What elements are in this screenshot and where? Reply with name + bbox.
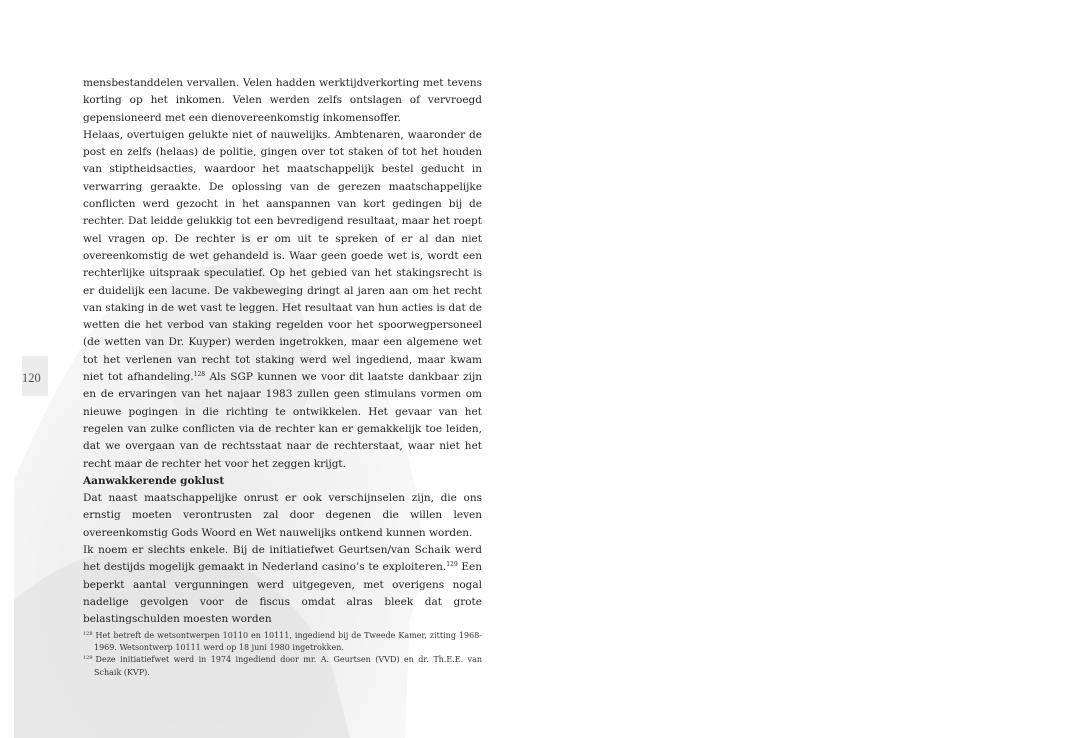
footnote-text: Het betreft de wetsontwerpen 10110 en 10111, ingediend bij de Tweede Kamer, zitting 1968-1969. Wetsontwerp 10111 werd op 18 juni 1980 ingetrokken. [94,631,482,653]
paragraph [83,127,482,473]
paragraph-text: Ik noem er slechts enkele. Bij de initiatiefwet Geurtsen/van Schaik werd het destijds mogelijk gemaakt in Nederland casino’s te exploiteren. [83,544,482,574]
footnote-number: 128 [83,631,93,637]
paragraph: mensbestanddelen vervallen. Velen hadden werktijdverkorting met tevens korting op het inkomen. Velen werden zelfs ontslagen of vervroegd gepensioneerd met een dienovereenkomstig inkomensoffer. [83,77,482,124]
paragraph-text: Een beperkt aantal vergunningen werd uitgegeven, met overigens nogal nadelige gevolgen voor de fiscus omdat alras bleek dat grote belastingschulden moesten worden [83,561,483,626]
body-text [83,75,482,629]
page-number: 120 [22,371,41,385]
footnote [83,654,482,678]
section-heading: Aanwakkerende goklust [83,474,225,487]
footnote-text: Deze initiatiefwet werd in 1974 ingediend door mr. A. Geurtsen (VVD) en dr. Th.E.E. van Schaik (KVP). [94,655,482,677]
paragraph-text: Als SGP kunnen we voor dit laatste dankbaar zijn en de ervaringen van het najaar 1983 zullen geen stimulans vormen om nieuwe pogingen in die richting te ontwikkelen. Het gevaar van het regelen van zulke conflicten via de rechter kan er gemakkelijk toe leiden, dat we overgaan van de rechtsstaat naar de rechterstaat, waar niet het recht maar de rechter het voor het zeggen krijgt. [83,371,482,470]
right-page [534,0,1068,738]
paragraph-text: Helaas, overtuigen gelukte niet of nauwelijks. Ambtenaren, waaronder de post en zelfs (helaas) de politie, gingen over tot staken of tot het houden van stiptheidsacties, waardoor het maatschappelijk bestel geducht in verwarring geraakte. De oplossing van de gerezen maatschappelijke conflicten werd gezocht in het aanspannen van kort gedingen bij de rechter. Dat leidde gelukkig tot een bevredigend resultaat, maar het roept wel vragen op. De rechter is er om uit te spreken of er al dan niet overeenkomstig de wet gehandeld is. Waar geen goede wet is, wordt een rechterlijke uitspraak speculatief. Op het gebied van het stakingsrecht is er duidelijk een lacune. De vakbeweging dringt al jaren aan om het recht van staking in de wet vast te leggen. Het resultaat van hun acties is dat de wetten die het verbod van staking regelden voor het spoorwegpersoneel (de wetten van Dr. Kuyper) werden ingetrokken, maar een algemene wet tot het verlenen van recht tot staking werd wel ingediend, maar kwam niet tot afhandeling. [83,128,482,384]
footnote-number: 129 [83,655,93,662]
paragraph: Dat naast maatschappelijke onrust er ook verschijnselen zijn, die ons ernstig moeten verontrusten zal door degenen die willen leven overeenkomstig Gods Woord en Wet nauwelijks ontkend kunnen worden. [83,492,482,539]
footnote-ref: 129 [446,561,458,569]
paragraph [83,542,482,628]
footnote [83,630,482,654]
footnote-ref: 128 [193,371,206,379]
footnotes [83,630,482,679]
